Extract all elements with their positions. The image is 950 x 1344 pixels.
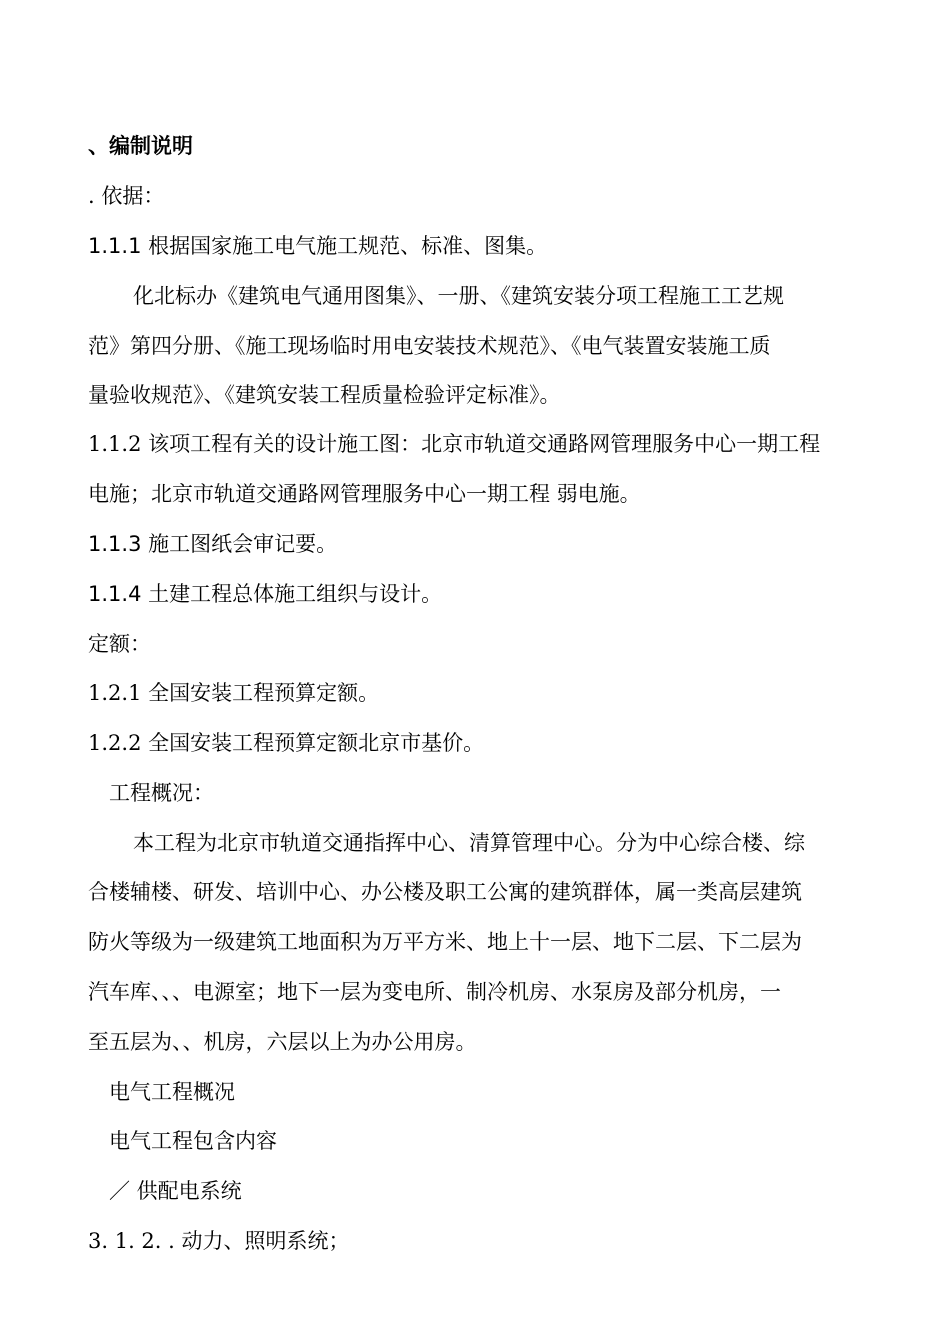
overview-paragraph-line-5: 至五层为、、机房，六层以上为办公用房。 bbox=[88, 1030, 477, 1054]
item-1-1-1: 1.1.1 根据国家施工电气施工规范、标准、图集。 bbox=[88, 234, 548, 258]
electrical-heading: 电气工程概况 bbox=[109, 1080, 235, 1104]
item-1-1-3: 1.1.3 施工图纸会审记要。 bbox=[88, 532, 338, 556]
overview-heading: 工程概况： bbox=[109, 781, 214, 805]
basis-paragraph-line-3: 量验收规范》、《建筑安装工程质量检验评定标准》。 bbox=[88, 383, 561, 407]
quota-heading: 定额： bbox=[88, 632, 151, 656]
overview-paragraph-line-3: 防火等级为一级建筑工地面积为万平方米、地上十一层、地下二层、下二层为 bbox=[88, 930, 802, 954]
basis-paragraph-line-2: 范》第四分册、《施工现场临时用电安装技术规范》、《电气装置安装施工质 bbox=[88, 334, 771, 358]
overview-paragraph-line-1: 本工程为北京市轨道交通指挥中心、清算管理中心。分为中心综合楼、综 bbox=[133, 831, 805, 855]
item-1-2-2: 1.2.2 全国安装工程预算定额北京市基价。 bbox=[88, 731, 485, 755]
overview-paragraph-line-2: 合楼辅楼、研发、培训中心、办公楼及职工公寓的建筑群体，属一类高层建筑 bbox=[88, 880, 802, 904]
basis-paragraph-line-1: 化北标办《建筑电气通用图集》、一册、《建筑安装分项工程施工工艺规 bbox=[133, 284, 784, 308]
item-power-supply-system: ／ 供配电系统 bbox=[109, 1179, 242, 1203]
electrical-subheading: 电气工程包含内容 bbox=[109, 1129, 277, 1153]
overview-paragraph-line-4: 汽车库、、、电源室；地下一层为变电所、制冷机房、水泵房及部分机房，一 bbox=[88, 980, 781, 1004]
item-1-1-2-line-2: 电施；北京市轨道交通路网管理服务中心一期工程 弱电施。 bbox=[88, 482, 641, 506]
item-1-1-4: 1.1.4 土建工程总体施工组织与设计。 bbox=[88, 582, 443, 606]
item-3-1-2: 3. 1. 2. . 动力、照明系统； bbox=[88, 1229, 350, 1253]
item-1-1-2-line-1: 1.1.2 该项工程有关的设计施工图：北京市轨道交通路网管理服务中心一期工程 bbox=[88, 432, 821, 456]
section-title: 、编制说明 bbox=[88, 134, 193, 158]
basis-heading: . 依据： bbox=[88, 184, 165, 208]
item-1-2-1: 1.2.1 全国安装工程预算定额。 bbox=[88, 681, 380, 705]
